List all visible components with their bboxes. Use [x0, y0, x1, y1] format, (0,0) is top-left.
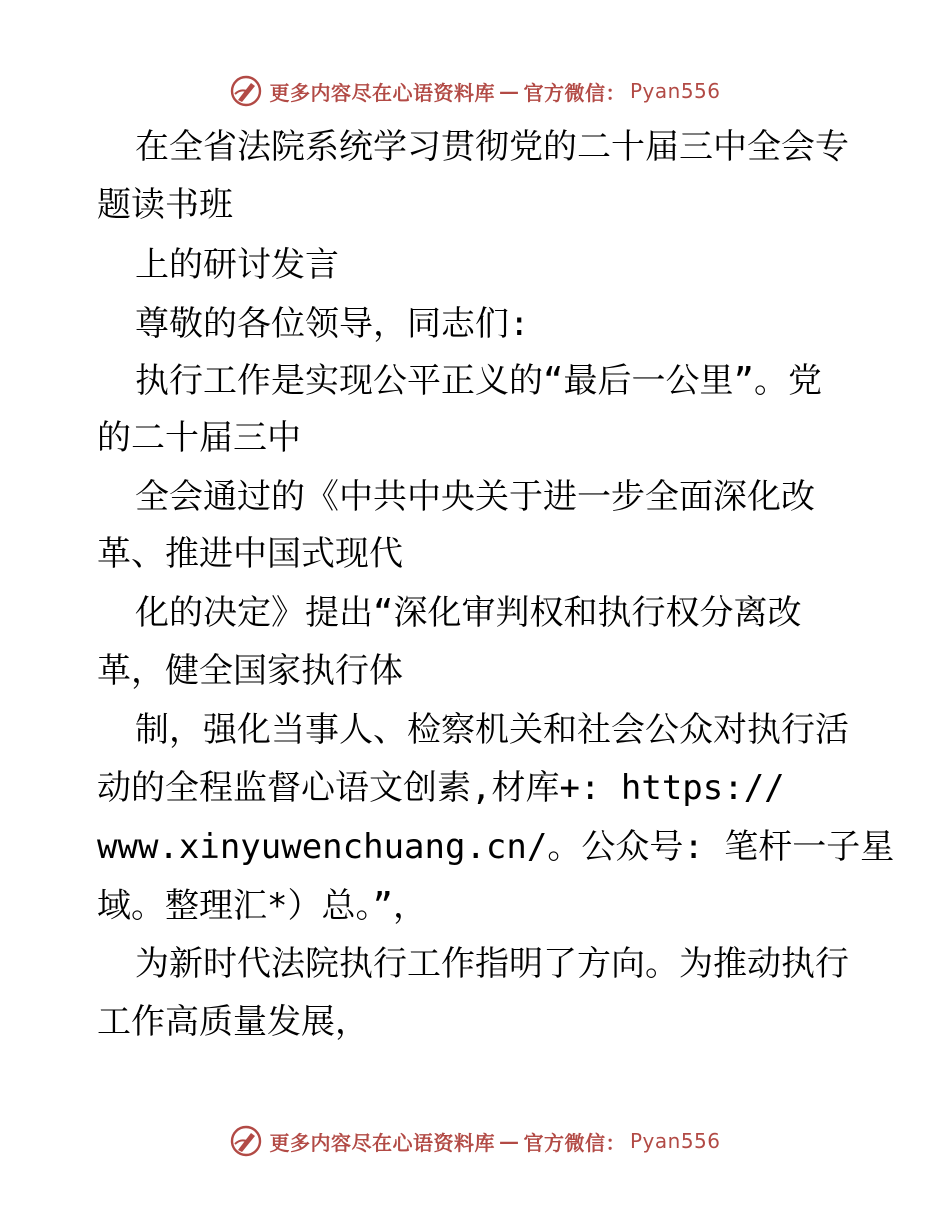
- text-line: 的二十届三中: [97, 418, 301, 458]
- wechat-id: Pyan556: [629, 79, 721, 103]
- text-line: 在全省法院系统学习贯彻党的二十届三中全会专: [135, 127, 849, 167]
- brand-dash: —: [498, 79, 520, 103]
- brand-dash: —: [498, 1129, 520, 1153]
- pen-quill-logo-icon: [229, 1124, 263, 1158]
- text-line: 革，健全国家执行体: [97, 651, 403, 691]
- text-line: 革、推进中国式现代: [97, 534, 403, 574]
- text-line: 执行工作是实现公平正义的“最后一公里”。党: [135, 361, 822, 401]
- text-line: 动的全程监督心语文创素,材库+: https://: [97, 768, 785, 808]
- brand-text: 更多内容尽在心语资料库: [269, 80, 495, 105]
- wechat-id: Pyan556: [629, 1129, 721, 1153]
- wechat-label: 官方微信：: [523, 1130, 626, 1155]
- text-line: 上的研讨发言: [135, 245, 339, 285]
- pen-quill-logo-icon: [229, 74, 263, 108]
- wechat-label: 官方微信：: [523, 80, 626, 105]
- text-line: 域。整理汇*）总。”，: [97, 886, 427, 926]
- text-line: 工作高质量发展，: [97, 1002, 369, 1042]
- header-watermark-banner: [0, 71, 950, 111]
- text-line: www.xinyuwenchuang.cn/。公众号: 笔杆一子星: [97, 827, 895, 867]
- text-line: 题读书班: [97, 185, 233, 225]
- text-line: 全会通过的《中共中央关于进一步全面深化改: [135, 477, 815, 517]
- text-line: 尊敬的各位领导，同志们:: [135, 304, 530, 344]
- text-line: 为新时代法院执行工作指明了方向。为推动执行: [135, 944, 849, 984]
- text-line: 制，强化当事人、检察机关和社会公众对执行活: [135, 710, 849, 750]
- text-line: 化的决定》提出“深化审判权和执行权分离改: [135, 593, 802, 633]
- brand-text: 更多内容尽在心语资料库: [269, 1130, 495, 1155]
- footer-watermark-banner: [0, 1121, 950, 1161]
